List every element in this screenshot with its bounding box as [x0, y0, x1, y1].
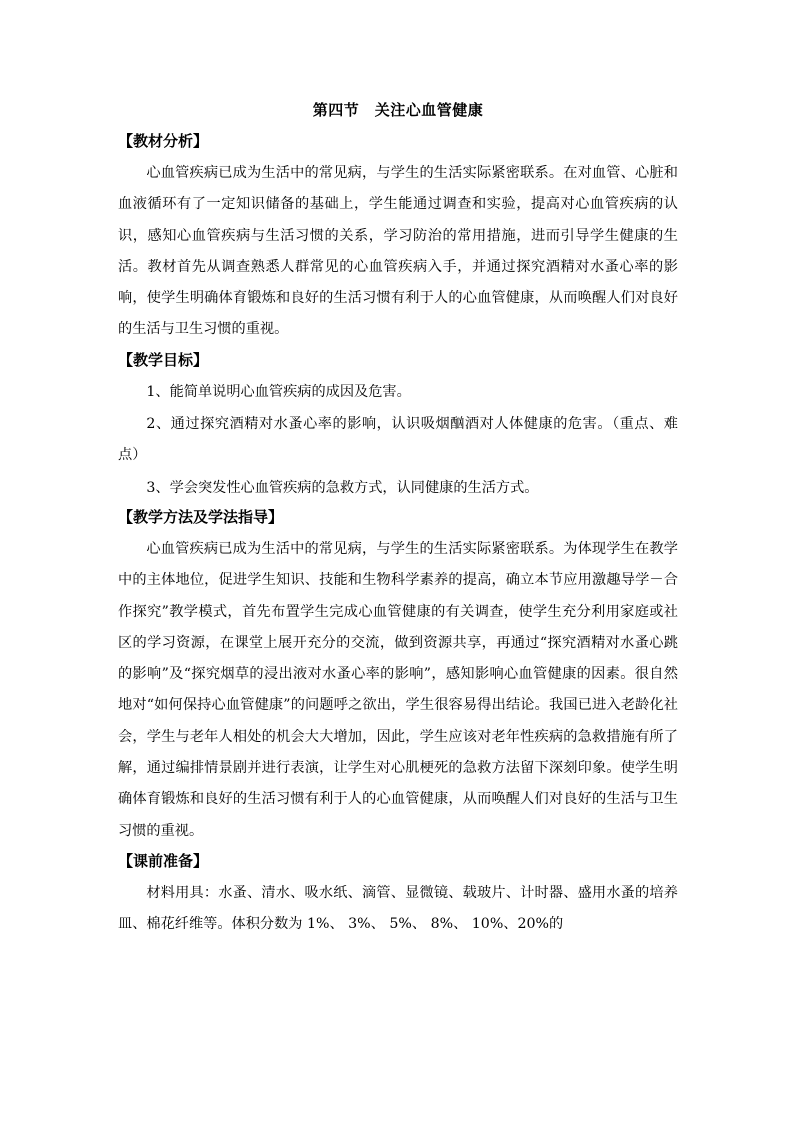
- paragraph: 心血管疾病已成为生活中的常见病，与学生的生活实际紧密联系。为体现学生在教学中的主体地位，促进学生知识、技能和生物科学素养的提高，确立本节应用激趣导学－合作探究”教学模式，首先布置学生完成心血管健康的有关调查，使学生充分利用家庭或社区的学习资源，在课堂上展开充分的交流，做到资源共享，再通过“探究酒精对水蚤心跳的影响”及“探究烟草的浸出液对水蚤心率的影响”，感知影响心血管健康的因素。很自然地对“如何保持心血管健康”的问题呼之欲出，学生很容易得出结论。我国已进入老龄化社会，学生与老年人相处的机会大大增加，因此，学生应该对老年性疾病的急救措施有所了解，通过编排情景剧并进行表演，让学生对心肌梗死的急救方法留下深刻印象。使学生明确体育锻炼和良好的生活习惯有利于人的心血管健康，从而唤醒人们对良好的生活与卫生习惯的重视。: [118, 540, 678, 839]
- document-title: 第四节 关注心血管健康: [312, 101, 484, 119]
- section-heading: 【教材分析】: [118, 132, 209, 150]
- section-teaching-objectives: [118, 348, 678, 504]
- section-heading: 【课前准备】: [118, 851, 209, 870]
- section-textbook-analysis: [118, 129, 678, 346]
- document-page: [118, 98, 678, 943]
- paragraph: 材料用具：水蚤、清水、吸水纸、滴管、显微镜、载玻片、计时器、盛用水蚤的培养皿、棉花纤维等。体积分数为 1%、 3%、 5%、 8%、 10%、20%的: [118, 884, 678, 933]
- objective-item: 1、能简单说明心血管疾病的成因及危害。: [146, 383, 411, 400]
- section-preparation: [118, 849, 678, 941]
- section-heading: 【教学方法及学法指导】: [118, 507, 284, 526]
- section-heading: 【教学目标】: [118, 350, 209, 369]
- section-teaching-methods: [118, 505, 678, 847]
- objective-item: 2、通过探究酒精对水蚤心率的影响，认识吸烟酗酒对人体健康的危害。（重点、难点）: [118, 416, 678, 464]
- paragraph: 心血管疾病已成为生活中的常见病，与学生的生活实际紧密联系。在对血管、心脏和血液循环有了一定知识储备的基础上，学生能通过调查和实验，提高对心血管疾病的认识，感知心血管疾病与生活习惯的关系，学习防治的常用措施，进而引导学生健康的生活。教材首先从调查熟悉人群常见的心血管疾病入手，并通过探究酒精对水蚤心率的影响，使学生明确体育锻炼和良好的生活习惯有利于人的心血管健康，从而唤醒人们对良好的生活与卫生习惯的重视。: [118, 165, 678, 338]
- objective-item: 3、学会突发性心血管疾病的急救方式，认同健康的生活方式。: [146, 479, 539, 496]
